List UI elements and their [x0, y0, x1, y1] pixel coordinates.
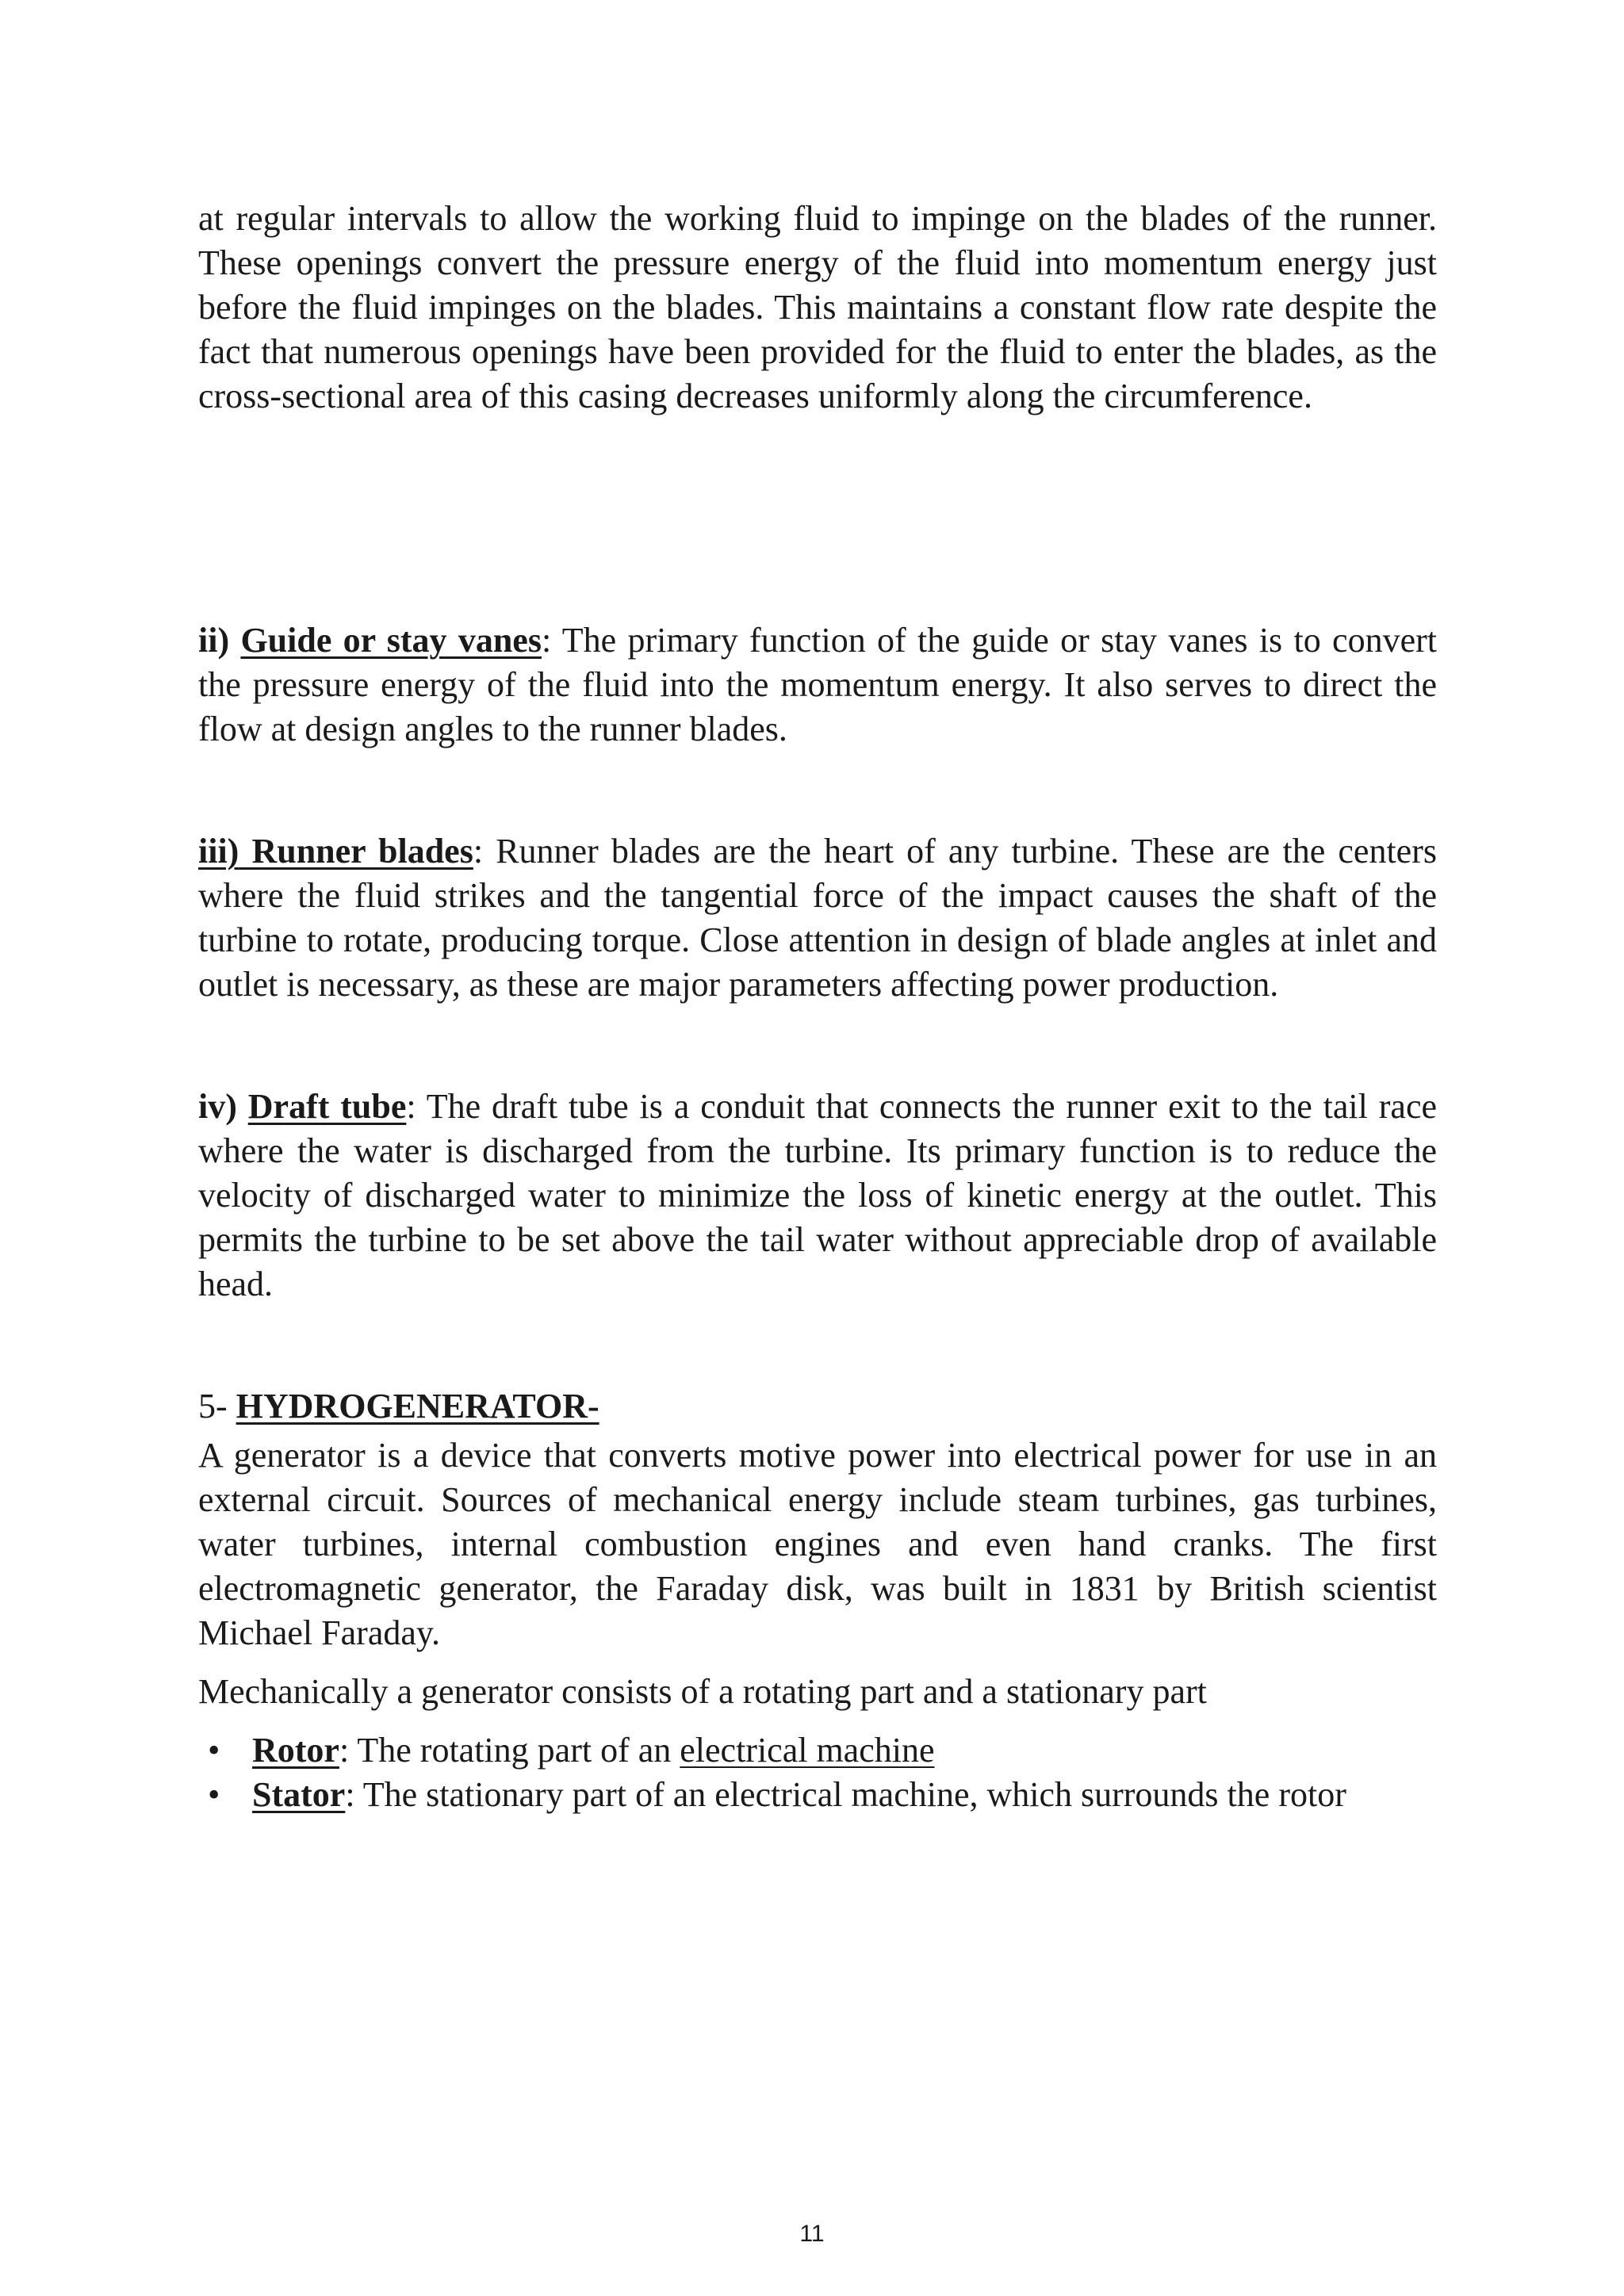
runner-blades-number: iii)	[198, 832, 239, 871]
intro-paragraph: at regular intervals to allow the working fluid to impinge on the blades of the runner. These openings convert the pressure energy of the fluid into momentum energy just before the fluid impinges on the blades. This maintains a constant flow rate despite the fact that numerous openings have been provided for the fluid to enter the blades, as the cross-sectional area of this casing decreases uniformly along the circumference.	[198, 199, 1437, 415]
generator-paragraph: A generator is a device that converts motive power into electrical power for use in an external circuit. Sources of mechanical energy include steam turbines, gas turbines, water turbines, internal combustion engines and even hand cranks. The first electromagnetic generator, the Faraday disk, was built in 1831 by British scientist Michael Faraday.	[198, 1436, 1437, 1652]
section-number: 5-	[198, 1387, 236, 1425]
section-title: HYDROGENERATOR-	[236, 1387, 599, 1425]
rotor-text: : The rotating part of an	[339, 1731, 680, 1770]
rotor-term: Rotor	[252, 1731, 339, 1770]
electrical-machine-link[interactable]: electrical machine	[680, 1731, 935, 1770]
section-heading	[198, 1384, 1437, 1429]
runner-blades-paragraph	[198, 829, 1437, 1007]
list-item-stator	[198, 1773, 1437, 1817]
bullet-icon: •	[208, 1731, 220, 1770]
stator-term: Stator	[252, 1775, 346, 1814]
document-page	[198, 197, 1437, 1817]
draft-tube-text: : The draft tube is a conduit that connects the runner exit to the tail race where the water is discharged from the turbine. Its primary function is to reduce the velocity of discharged water to minimize the loss of kinetic energy at the outlet. This permits the turbine to be set above the tail water without appreciable drop of available head.	[198, 1087, 1438, 1303]
draft-tube-term: Draft tube	[247, 1087, 407, 1126]
page-number: 11	[799, 2221, 825, 2247]
mechanical-paragraph: Mechanically a generator consists of a rotating part and a stationary part	[198, 1672, 1207, 1711]
runner-blades-term: Runner blades	[239, 832, 473, 871]
runner-blades-text: : Runner blades are the heart of any turbine. These are the centers where the fluid strikes and the tangential force of the impact causes the shaft of the turbine to rotate, producing torque. Close attention in design of blade angles at inlet and outlet is necessary, as these are major parameters affecting power production.	[198, 832, 1437, 1004]
stator-text: : The stationary part of an electrical machine, which surrounds the rotor	[345, 1775, 1346, 1814]
guide-vanes-term: Guide or stay vanes	[240, 621, 542, 660]
generator-parts-list	[198, 1728, 1437, 1817]
list-item-rotor	[198, 1728, 1437, 1773]
draft-tube-number: iv)	[198, 1087, 248, 1126]
guide-vanes-text: : The primary function of the guide or stay vanes is to convert the pressure energy of the fluid into the momentum energy. It also serves to direct the flow at design angles to the runner blades.	[198, 621, 1437, 748]
draft-tube-paragraph	[198, 1085, 1437, 1307]
bullet-icon: •	[208, 1775, 220, 1814]
guide-vanes-paragraph	[198, 618, 1437, 752]
guide-vanes-number: ii)	[198, 621, 241, 660]
